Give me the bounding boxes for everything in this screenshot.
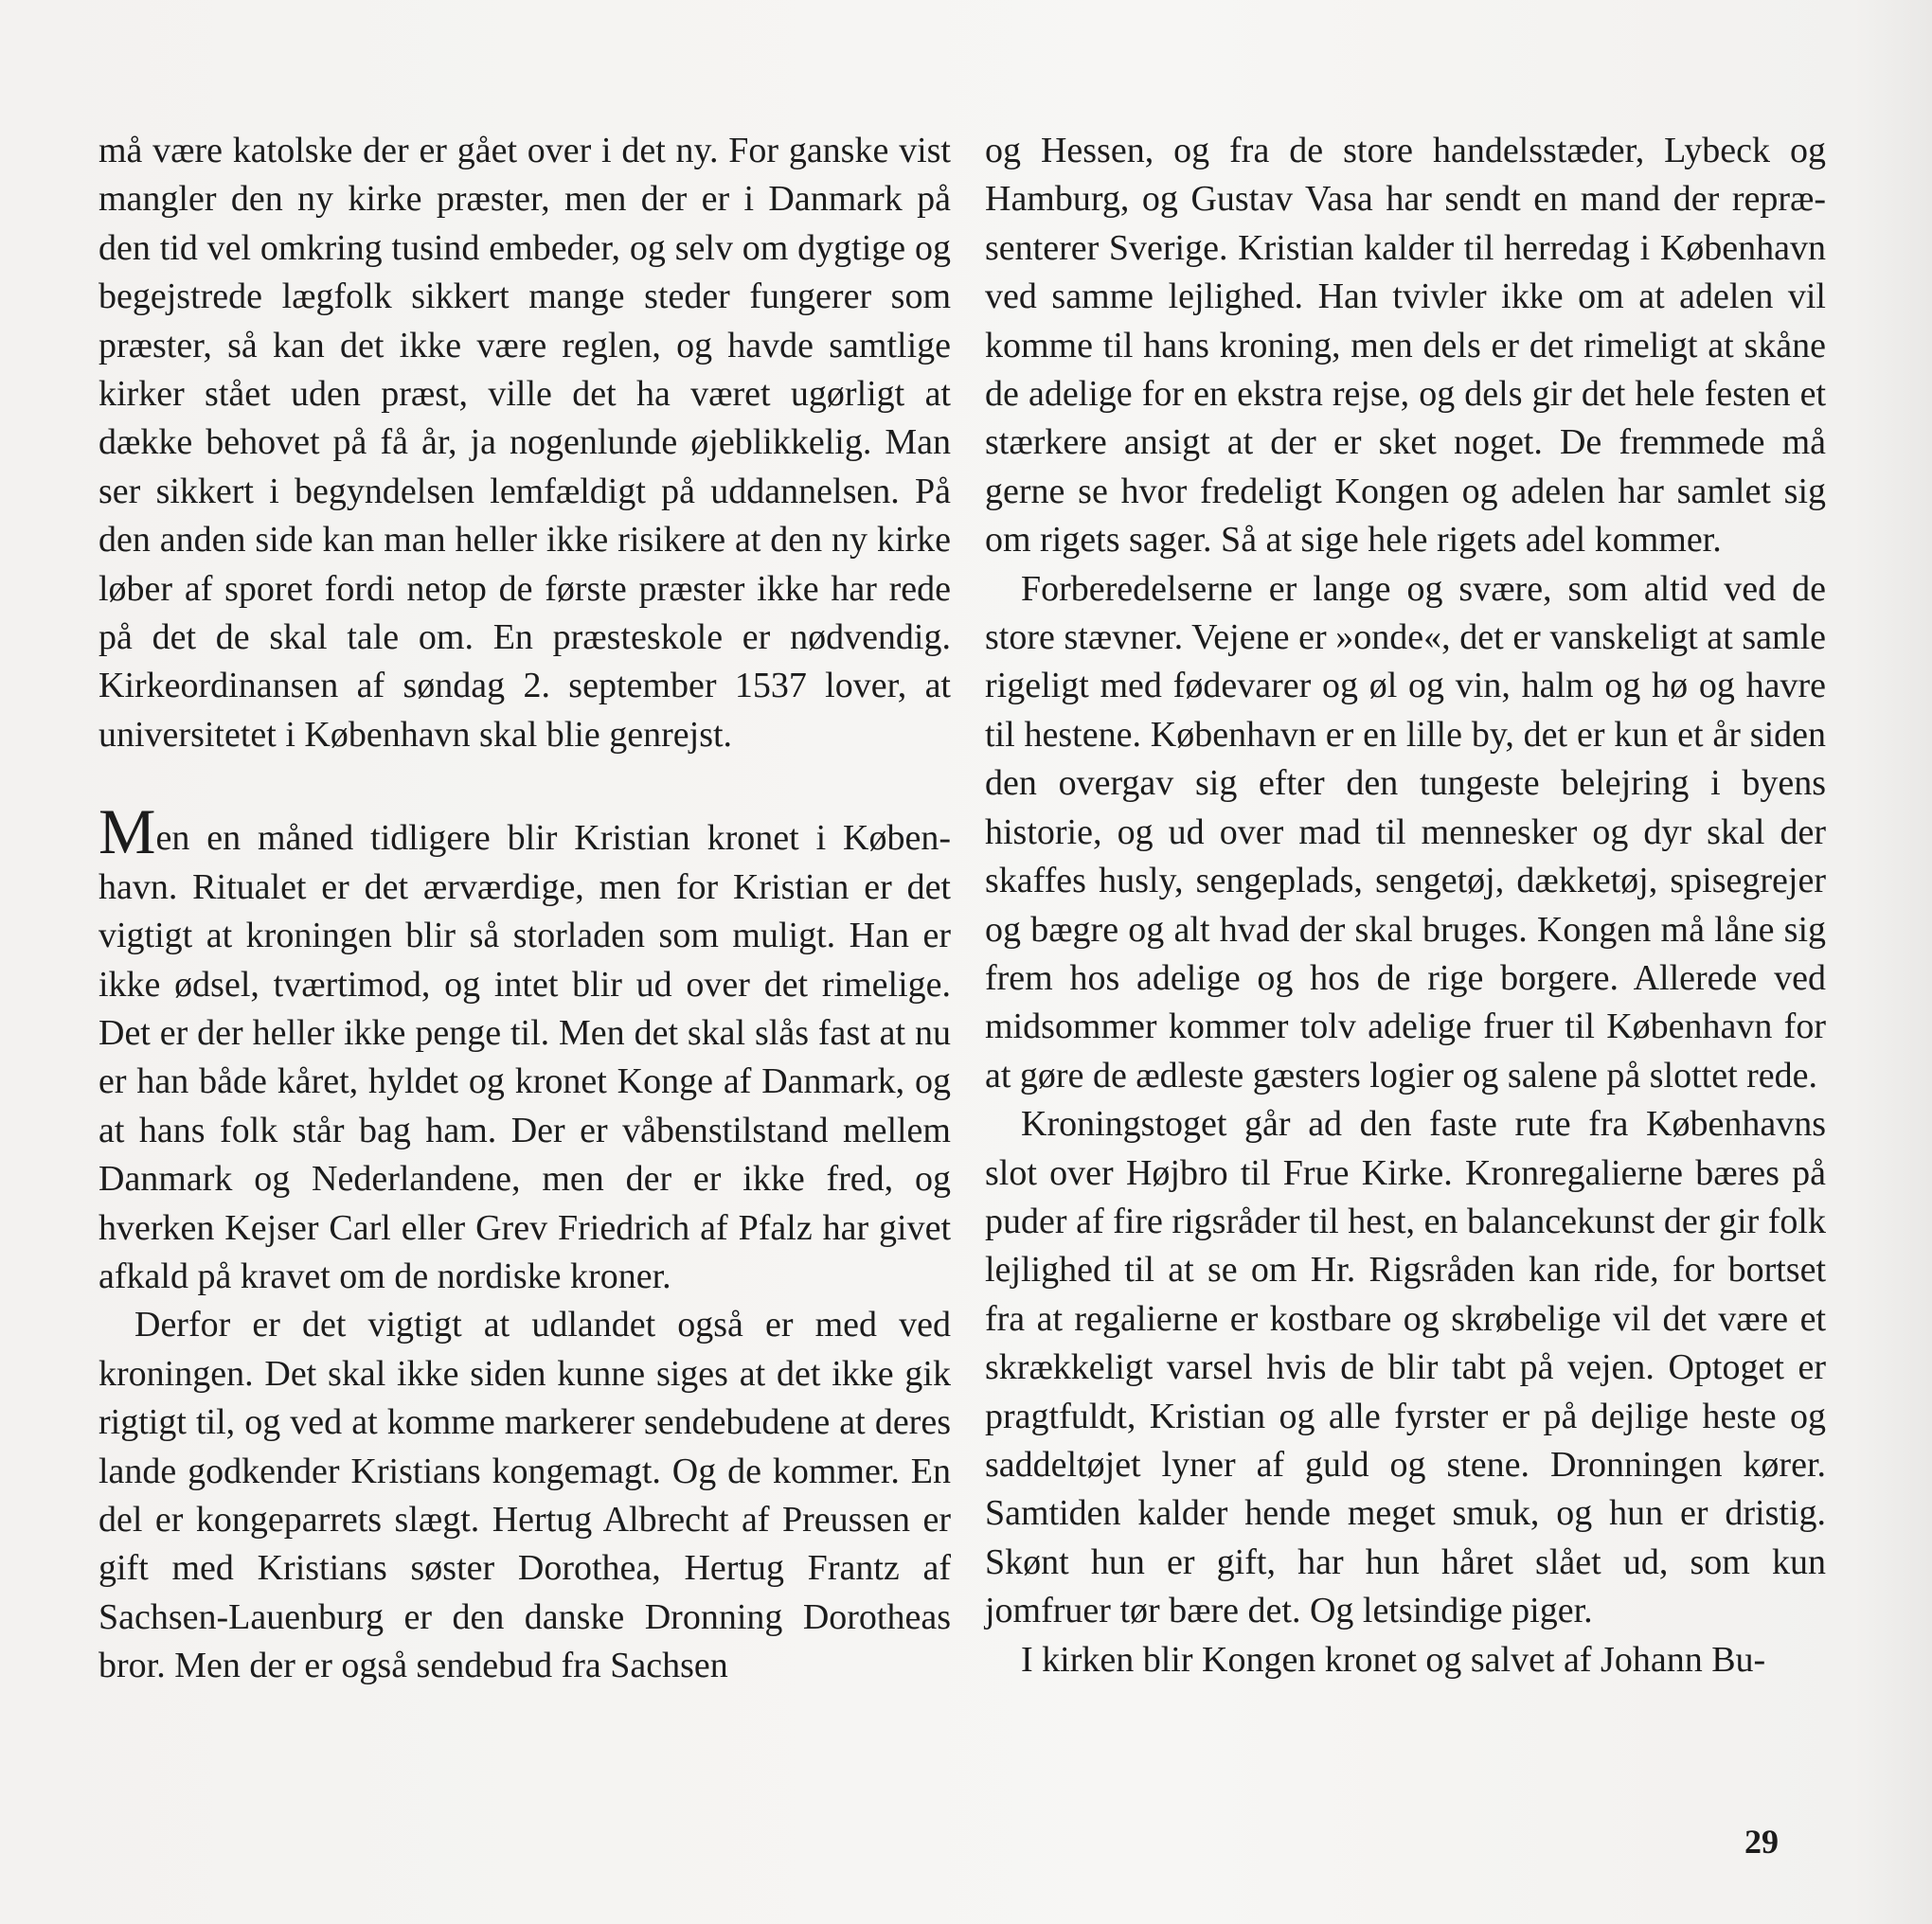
paragraph-catholic-priests: må være katolske der er gået over i det ny. For ganske vist mangler den ny kirke præster, men der er i Danmark på den tid vel omkring tusind embeder, og selv om dygtige og begejstrede lægfolk sikkert mange steder fungerer som præster, så kan det ikke være reglen, og havde samtlige kirker stået uden præst, ville det ha været ugørligt at dække behovet på få år, ja nogenlunde øjeblikkelig. Man ser sikkert i begyndelsen lemfældigt på uddannelsen. På den anden side kan man heller ikke risikere at den ny kirke løber af sporet fordi netop de første præster ikke har rede på det de skal tale om. En præsteskole er nødvendig. Kirkeordinansen af søndag 2. september 1537 lover, at universitetet i København skal blie genrejst. xyxy=(98,131,951,755)
paragraph-coronation-procession: Kroningstoget går ad den faste rute fra Københavns slot over Højbro til Frue Kirke. Kronregalierne bæres på puder af fire rigsråder til hest, en balancekunst der gir folk lejlighed til at se om Hr. Rigsråden kan ride, for bortset fra at regalierne er kostbare og skrøbelige vil det være et skrækkeligt varsel hvis de blir tabt på vejen. Optoget er pragtfuldt, Kristian og alle fyrster er på dejlige heste og saddeltøjet lyner af guld og stene. Dronningen kører. Samtiden kalder hende meget smuk, og hun er dristig. Skønt hun er gift, har hun håret slået ud, som kun jomfruer tør bære det. Og letsindige piger. xyxy=(985,1104,1826,1631)
page-number: 29 xyxy=(1744,1823,1779,1861)
paragraph-preparations: Forberedelserne er lange og svære, som altid ved de store stævner. Vejene er »onde«, det er vanskeligt at samle rigeligt med fødevarer og øl og vin, halm og hø og havre til hestene. København er en lille by, det er kun et år siden den overgav sig efter den tungeste belejring i byens historie, og ud over mad til mennesker og dyr skal der skaffes husly, sengeplads, sengetøj, dækketøj, spisegrejer og bægre og alt hvad der skal bruges. Kongen må låne sig frem hos adelige og hos de rige borgere. Allerede ved midsommer kommer tolv adelige fruer til København for at gøre de ædleste gæsters logier og salene på slottet rede. xyxy=(985,568,1826,1096)
left-text-column xyxy=(98,127,951,1691)
paragraph-hessen-herredag: og Hessen, og fra de store handelsstæder, Lybeck og Hamburg, og Gustav Vasa har sendt en mand der repræsenterer Sverige. Kristian kalder til herredag i København ved samme lejlighed. Han tvivler ikke om at adelen vil komme til hans kroning, men dels er det rimeligt at skåne de adelige for en ekstra rejse, og dels gir det hele festen et stærkere ansigt at der er sket noget. De fremmede må gerne se hvor fredeligt Kongen og adelen har samlet sig om rigets sager. Så at sige hele rigets adel kommer. xyxy=(985,131,1826,561)
paragraph-church-crowning: I kirken blir Kongen kronet og salvet af Johann Bu- xyxy=(1021,1639,1766,1680)
paragraph-coronation-intro xyxy=(98,795,951,1301)
paragraph-coronation-intro-text: en en måned tidligere blir Kristian kronet i København. Ritualet er det ærværdige, men for Kristian er det vigtigt at kroningen blir så storladen som muligt. Han er ikke ødsel, tværtimod, og intet blir ud over det rimelige. Det er der heller ikke penge til. Men det skal slås fast at nu er han både kåret, hyldet og kronet Konge af Danmark, og at hans folk står bag ham. Der er våbenstilstand mellem Danmark og Nederlandene, men der er ikke fred, og hverken Kejser Carl eller Grev Friedrich af Pfalz har givet afkald på kravet om de nordiske kroner. xyxy=(98,818,951,1296)
drop-cap-letter: M xyxy=(98,795,154,868)
right-text-column xyxy=(985,127,1826,1684)
paragraph-foreign-envoys: Derfor er det vigtigt at udlandet også er med ved kroningen. Det skal ikke siden kunne siges at det ikke gik rigtigt til, og ved at komme markerer sendebudene at deres lande godkender Kristians kongemagt. Og de kommer. En del er kongeparrets slægt. Hertug Albrecht af Preussen er gift med Kristians søster Dorothea, Hertug Frantz af Sachsen-Lauenburg er den danske Dronning Dorotheas bror. Men der er også sendebud fra Sachsen xyxy=(98,1305,951,1686)
